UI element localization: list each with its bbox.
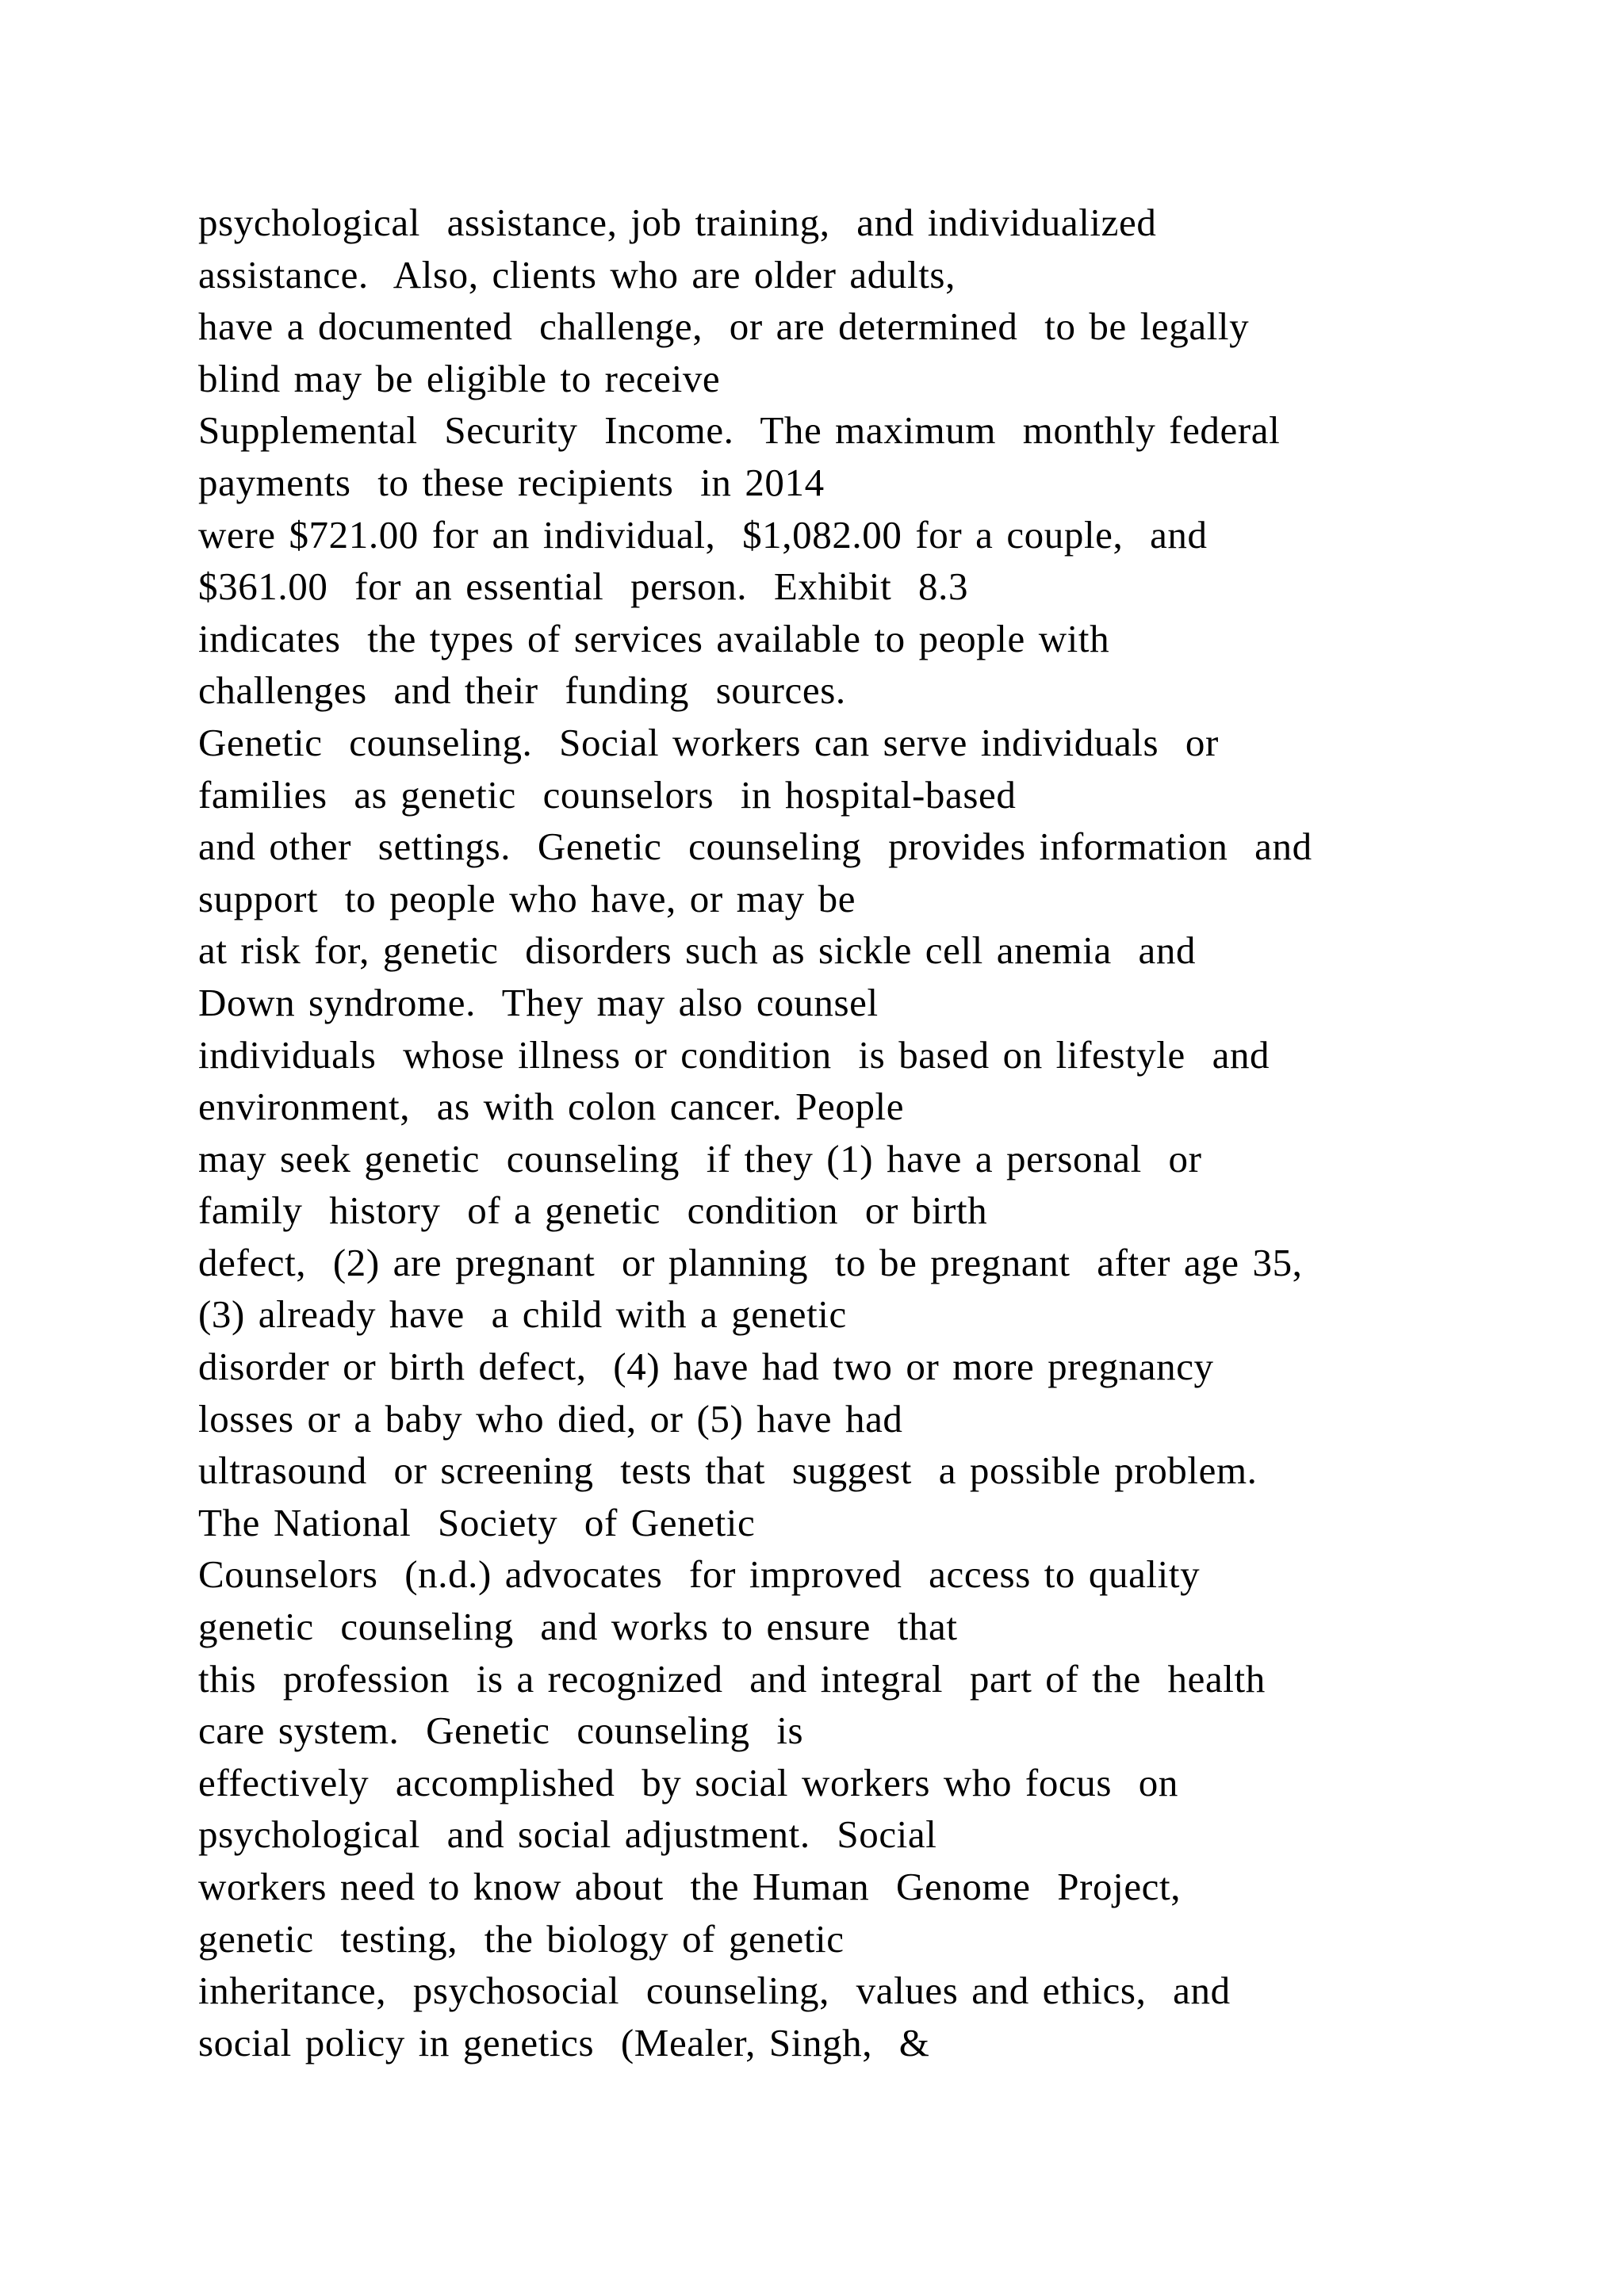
text-line: Supplemental Security Income. The maximum monthly federal [198, 408, 1281, 453]
text-line: The National Society of Genetic [198, 1500, 756, 1544]
text-line: and other settings. Genetic counseling provides information and [198, 825, 1312, 869]
text-line: care system. Genetic counseling is [198, 1709, 804, 1753]
text-line: Down syndrome. They may also counsel [198, 980, 879, 1024]
text-line: $361.00 for an essential person. Exhibit 8.3 [198, 564, 969, 609]
text-line: workers need to know about the Human Genome Project, [198, 1865, 1182, 1908]
text-line: psychological and social adjustment. Social [198, 1812, 937, 1857]
text-line: disorder or birth defect, (4) have had two or more pregnancy [198, 1345, 1214, 1389]
text-line: inheritance, psychosocial counseling, values and ethics, and [198, 1969, 1231, 2013]
text-line: payments to these recipients in 2014 [198, 460, 825, 504]
text-line: blind may be eligible to receive [198, 356, 721, 400]
text-line: effectively accomplished by social workers who focus on [198, 1760, 1178, 1804]
text-line: genetic testing, the biology of genetic [198, 1916, 845, 1961]
text-line: indicates the types of services available to people with [198, 616, 1110, 660]
text-line: social policy in genetics (Mealer, Singh, & [198, 2020, 930, 2064]
text-line: genetic counseling and works to ensure that [198, 1605, 958, 1649]
body-text [198, 197, 1594, 2068]
text-line: ultrasound or screening tests that suggest a possible problem. [198, 1448, 1258, 1493]
text-line: this profession is a recognized and integral part of the health [198, 1656, 1266, 1701]
text-line: Genetic counseling. Social workers can serve individuals or [198, 720, 1219, 764]
text-line: have a documented challenge, or are determined to be legally [198, 304, 1250, 349]
text-line: psychological assistance, job training, and individualized [198, 201, 1157, 244]
text-line: environment, as with colon cancer. People [198, 1085, 905, 1129]
text-line: at risk for, genetic disorders such as sickle cell anemia and [198, 928, 1197, 973]
text-line: (3) already have a child with a genetic [198, 1292, 847, 1337]
text-line: may seek genetic counseling if they (1) have a personal or [198, 1136, 1202, 1181]
text-line: were $721.00 for an individual, $1,082.00 for a couple, and [198, 512, 1208, 557]
text-line: Counselors (n.d.) advocates for improved access to quality [198, 1552, 1201, 1597]
text-line: losses or a baby who died, or (5) have had [198, 1396, 903, 1441]
text-line: families as genetic counselors in hospital-based [198, 772, 1017, 817]
text-line: family history of a genetic condition or birth [198, 1188, 988, 1233]
text-line: support to people who have, or may be [198, 876, 856, 920]
text-line: assistance. Also, clients who are older adults, [198, 252, 956, 297]
text-line: defect, (2) are pregnant or planning to be pregnant after age 35, [198, 1240, 1303, 1284]
text-line: individuals whose illness or condition is based on lifestyle and [198, 1032, 1270, 1077]
text-line: challenges and their funding sources. [198, 668, 846, 713]
